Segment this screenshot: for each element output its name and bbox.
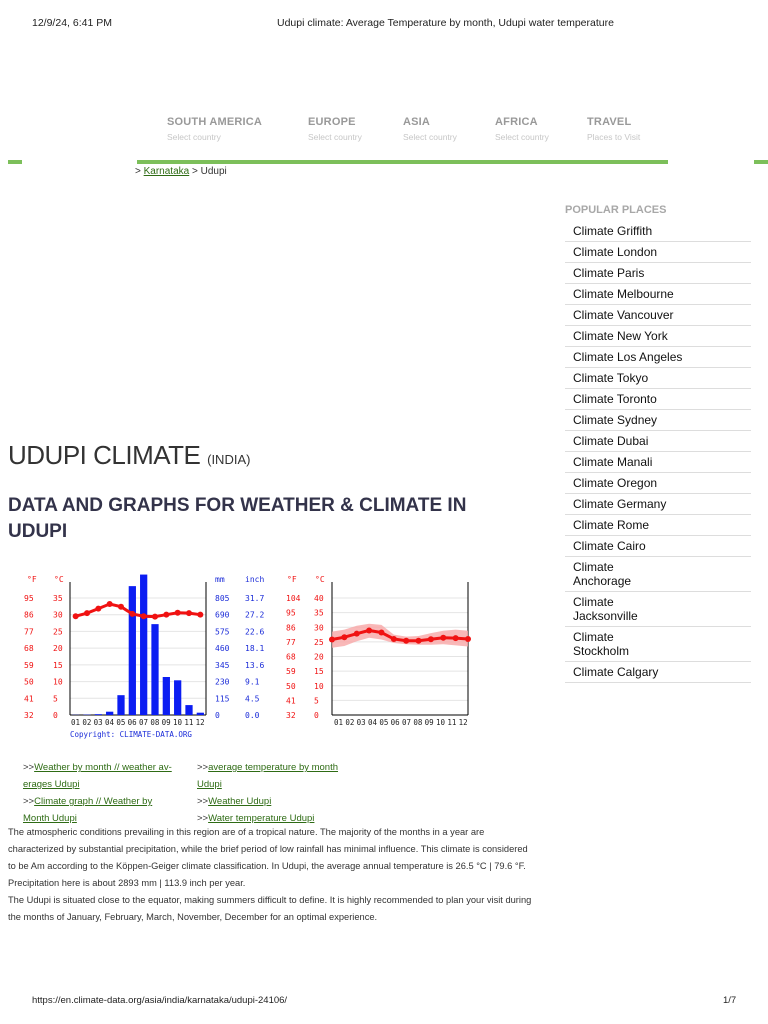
place-label: Climate Stockholm: [573, 630, 630, 658]
month-label: 11: [447, 718, 457, 727]
tick-label-f: 77: [24, 627, 34, 637]
tick-label-f: 32: [286, 711, 296, 720]
tick-label-f: 50: [24, 677, 34, 687]
temperature-point: [129, 611, 135, 617]
temperature-point: [118, 604, 124, 610]
month-label: 06: [390, 718, 400, 727]
temperature-graph[interactable]: [280, 572, 474, 732]
temperature-point: [378, 630, 384, 636]
temperature-point: [403, 638, 409, 644]
link-text[interactable]: Climate graph // Weather by: [34, 796, 153, 807]
link-prefix: >>: [23, 762, 35, 773]
popular-place-link[interactable]: [565, 662, 751, 683]
place-label: Climate New York: [573, 329, 668, 343]
page-title: [8, 436, 251, 470]
popular-places-list: [565, 221, 751, 683]
precipitation-bar: [129, 586, 136, 715]
precipitation-bar: [95, 714, 102, 715]
temperature-point: [73, 613, 79, 619]
tick-label-c: 5: [314, 696, 319, 706]
month-label: 05: [116, 718, 126, 727]
temperature-point: [366, 627, 372, 633]
tick-label-inch: 4.5: [245, 694, 260, 704]
precipitation-bar: [197, 713, 204, 715]
month-label: 01: [71, 718, 81, 727]
tick-label-f: 59: [286, 667, 296, 677]
popular-place-link[interactable]: [565, 515, 751, 536]
link-weather-udupi[interactable]: [197, 793, 367, 810]
nav-divider-right: [754, 160, 768, 164]
precipitation-bar: [151, 624, 158, 715]
popular-place-link[interactable]: [565, 592, 751, 627]
popular-place-link[interactable]: [565, 368, 751, 389]
link-prefix: >>: [197, 813, 209, 824]
precipitation-bar: [140, 575, 147, 715]
popular-place-link[interactable]: [565, 389, 751, 410]
unit-label-f: °F: [287, 575, 297, 584]
temperature-point: [416, 638, 422, 644]
place-label: Climate Jacksonville: [573, 595, 638, 623]
nav-sublabel: Select country: [403, 132, 457, 142]
unit-label-c: °C: [315, 575, 325, 584]
tick-label-f: 41: [24, 694, 34, 704]
link-text[interactable]: Water temperature Udupi: [208, 813, 315, 824]
month-label: 01: [334, 718, 344, 727]
temperature-point: [186, 610, 192, 616]
tick-label-c: 25: [53, 627, 63, 637]
popular-places-title: POPULAR PLACES: [565, 204, 667, 216]
tick-label-mm: 805: [215, 594, 230, 603]
nav-label: ASIA: [403, 116, 431, 128]
description-paragraph: The Udupi is situated close to the equator, making summers difficult to define. It is highly recommended to plan your visit during the months of January, February, March, November, December for an optimal experience.: [8, 895, 532, 922]
nav-europe[interactable]: [308, 116, 362, 142]
tick-label-f: 95: [286, 608, 296, 618]
links-left: [23, 759, 188, 827]
place-label: Climate Germany: [573, 497, 667, 511]
print-title: Udupi climate: Average Temperature by month, Udupi water temperature: [277, 17, 614, 29]
nav-asia[interactable]: [403, 116, 457, 142]
month-label: 02: [345, 718, 355, 727]
tick-label-c: 15: [53, 660, 63, 670]
temperature-point: [152, 614, 158, 620]
popular-place-link[interactable]: [565, 536, 751, 557]
temperature-point: [465, 636, 471, 642]
breadcrumb-current: Udupi: [200, 166, 227, 177]
nav-divider-left: [8, 160, 22, 164]
temperature-point: [163, 612, 169, 618]
tick-label-c: 10: [53, 677, 63, 687]
month-label: 12: [195, 718, 205, 727]
precipitation-bar: [163, 677, 170, 715]
page-title-main: UDUPI CLIMATE: [8, 440, 201, 470]
print-page-number: 1/7: [723, 995, 737, 1006]
place-label: Climate Oregon: [573, 476, 658, 490]
place-label: Climate Paris: [573, 266, 645, 280]
precipitation-bar: [106, 712, 113, 715]
tick-label-inch: 13.6: [245, 660, 265, 670]
tick-label-mm: 230: [215, 677, 230, 687]
link-average-temperature[interactable]: [197, 759, 367, 793]
tick-label-f: 86: [24, 610, 34, 620]
nav-south-america[interactable]: [167, 116, 262, 142]
page-subtitle: DATA AND GRAPHS FOR WEATHER & CLIMATE IN UDUPI: [8, 495, 467, 542]
tick-label-inch: 0.0: [245, 711, 260, 720]
temperature-point: [391, 636, 397, 642]
breadcrumb-separator: >: [135, 166, 141, 177]
tick-label-f: 68: [286, 652, 296, 662]
temperature-point: [453, 635, 459, 641]
nav-africa[interactable]: [495, 116, 549, 142]
place-label: Climate Calgary: [573, 665, 659, 679]
popular-place-link[interactable]: [565, 305, 751, 326]
nav-sublabel: Select country: [495, 132, 549, 142]
popular-place-link[interactable]: [565, 494, 751, 515]
tick-label-c: 5: [53, 694, 58, 704]
tick-label-f: 95: [24, 594, 34, 603]
place-label: Climate Griffith: [573, 224, 653, 238]
temperature-point: [141, 613, 147, 619]
place-label: Climate Anchorage: [573, 560, 632, 588]
precipitation-bar: [174, 680, 181, 715]
link-weather-by-month[interactable]: [23, 759, 188, 793]
popular-place-link[interactable]: [565, 242, 751, 263]
tick-label-inch: 9.1: [245, 677, 260, 687]
link-prefix: >>: [23, 796, 35, 807]
tick-label-c: 40: [314, 594, 324, 603]
unit-label-mm: mm: [215, 575, 225, 584]
month-label: 06: [127, 718, 137, 727]
nav-sublabel: Places to Visit: [587, 132, 641, 142]
popular-place-link[interactable]: [565, 557, 751, 592]
link-prefix: >>: [197, 796, 209, 807]
link-text[interactable]: Udupi: [197, 779, 222, 790]
month-label: 10: [173, 718, 183, 727]
tick-label-f: 68: [24, 644, 34, 654]
tick-label-mm: 575: [215, 627, 230, 637]
month-label: 02: [82, 718, 92, 727]
breadcrumb-separator: >: [192, 166, 198, 177]
tick-label-inch: 18.1: [245, 644, 265, 654]
place-label: Climate London: [573, 245, 658, 259]
month-label: 08: [413, 718, 423, 727]
month-label: 03: [356, 718, 366, 727]
climate-description: [8, 824, 534, 926]
month-label: 05: [379, 718, 389, 727]
popular-place-link[interactable]: [565, 452, 751, 473]
month-label: 10: [436, 718, 446, 727]
link-text[interactable]: Month Udupi: [23, 813, 77, 824]
nav-label: EUROPE: [308, 116, 356, 128]
climate-graph[interactable]: [18, 572, 272, 744]
month-label: 12: [458, 718, 468, 727]
description-paragraph: The atmospheric conditions prevailing in this region are of a tropical nature. The majority of the months in a year are characterized by substantial precipitation, while the brief period of low rainfall has minimal influence. This climate is considered to be Am according to the Köppen-Geiger climate classification. In Udupi, the average annual temperature is 26.5 °C | 79.6 °F. Precipitation here is about 2893 mm | 113.9 inch per year.: [8, 827, 528, 888]
tick-label-c: 0: [314, 711, 319, 720]
tick-label-f: 50: [286, 681, 296, 691]
temperature-point: [354, 631, 360, 637]
tick-label-f: 77: [286, 637, 296, 647]
place-label: Climate Tokyo: [573, 371, 649, 385]
month-label: 07: [402, 718, 412, 727]
month-label: 04: [368, 718, 378, 727]
month-label: 04: [105, 718, 115, 727]
month-label: 11: [184, 718, 194, 727]
temperature-point: [428, 636, 434, 642]
tick-label-mm: 460: [215, 644, 230, 654]
tick-label-c: 10: [314, 681, 324, 691]
link-text[interactable]: erages Udupi: [23, 779, 80, 790]
nav-travel[interactable]: [587, 116, 640, 142]
tick-label-f: 59: [24, 660, 34, 670]
temperature-point: [329, 637, 335, 643]
tick-label-inch: 22.6: [245, 627, 265, 637]
month-label: 08: [150, 718, 160, 727]
nav-sublabel: Select country: [308, 132, 362, 142]
tick-label-inch: 31.7: [245, 594, 265, 603]
month-label: 07: [139, 718, 149, 727]
popular-place-link[interactable]: [565, 263, 751, 284]
popular-place-link[interactable]: [565, 347, 751, 368]
precipitation-bar: [117, 695, 124, 715]
links-right: [197, 759, 367, 827]
page-title-country: (INDIA): [207, 452, 251, 467]
copyright-label: Copyright: CLIMATE-DATA.ORG: [70, 730, 192, 739]
place-label: Climate Vancouver: [573, 308, 674, 322]
nav-sublabel: Select country: [167, 132, 221, 142]
nav-label: SOUTH AMERICA: [167, 116, 263, 128]
place-label: Climate Rome: [573, 518, 650, 532]
place-label: Climate Dubai: [573, 434, 649, 448]
tick-label-c: 30: [53, 610, 63, 620]
tick-label-c: 35: [53, 594, 63, 603]
link-text[interactable]: average temperature by month: [208, 762, 339, 773]
temperature-point: [197, 612, 203, 618]
tick-label-c: 25: [314, 637, 324, 647]
precipitation-bar: [185, 705, 192, 715]
tick-label-c: 20: [314, 652, 324, 662]
place-label: Climate Los Angeles: [573, 350, 683, 364]
place-label: Climate Toronto: [573, 392, 657, 406]
temperature-point: [440, 635, 446, 641]
temperature-point: [84, 610, 90, 616]
tick-label-f: 41: [286, 696, 296, 706]
temperature-point: [107, 601, 113, 607]
popular-place-link[interactable]: [565, 410, 751, 431]
temperature-point: [341, 634, 347, 640]
breadcrumb-link-karnataka[interactable]: Karnataka: [143, 166, 190, 177]
tick-label-f: 32: [24, 711, 34, 720]
print-url: https://en.climate-data.org/asia/india/karnataka/udupi-24106/: [32, 995, 288, 1006]
temperature-point: [175, 610, 181, 616]
link-climate-graph[interactable]: [23, 793, 188, 827]
tick-label-c: 20: [53, 644, 63, 654]
unit-label-f: °F: [27, 575, 37, 584]
tick-label-f: 86: [286, 623, 296, 633]
breadcrumb: [135, 166, 227, 177]
tick-label-mm: 115: [215, 694, 230, 704]
unit-label-c: °C: [54, 575, 64, 584]
place-label: Climate Manali: [573, 455, 653, 469]
place-label: Climate Melbourne: [573, 287, 674, 301]
popular-place-link[interactable]: [565, 284, 751, 305]
tick-label-c: 15: [314, 667, 324, 677]
place-label: Climate Sydney: [573, 413, 658, 427]
popular-place-link[interactable]: [565, 473, 751, 494]
link-text[interactable]: Weather by month // weather av-: [34, 762, 172, 773]
tick-label-mm: 345: [215, 660, 230, 670]
tick-label-mm: 690: [215, 610, 230, 620]
popular-place-link[interactable]: [565, 326, 751, 347]
tick-label-c: 0: [53, 711, 58, 720]
tick-label-mm: 0: [215, 711, 220, 720]
tick-label-f: 104: [286, 594, 301, 603]
tick-label-c: 35: [314, 608, 324, 618]
print-datetime: 12/9/24, 6:41 PM: [32, 17, 112, 29]
place-label: Climate Cairo: [573, 539, 646, 553]
popular-place-link[interactable]: [565, 627, 751, 662]
unit-label-inch: inch: [245, 575, 265, 584]
nav-label: AFRICA: [495, 116, 538, 128]
popular-place-link[interactable]: [565, 221, 751, 242]
tick-label-c: 30: [314, 623, 324, 633]
temperature-point: [95, 606, 101, 612]
month-label: 09: [424, 718, 434, 727]
tick-label-inch: 27.2: [245, 610, 265, 620]
month-label: 03: [93, 718, 103, 727]
nav-label: TRAVEL: [587, 116, 632, 128]
link-prefix: >>: [197, 762, 209, 773]
month-label: 09: [161, 718, 171, 727]
nav-divider: [137, 160, 668, 164]
popular-place-link[interactable]: [565, 431, 751, 452]
link-text[interactable]: Weather Udupi: [208, 796, 272, 807]
